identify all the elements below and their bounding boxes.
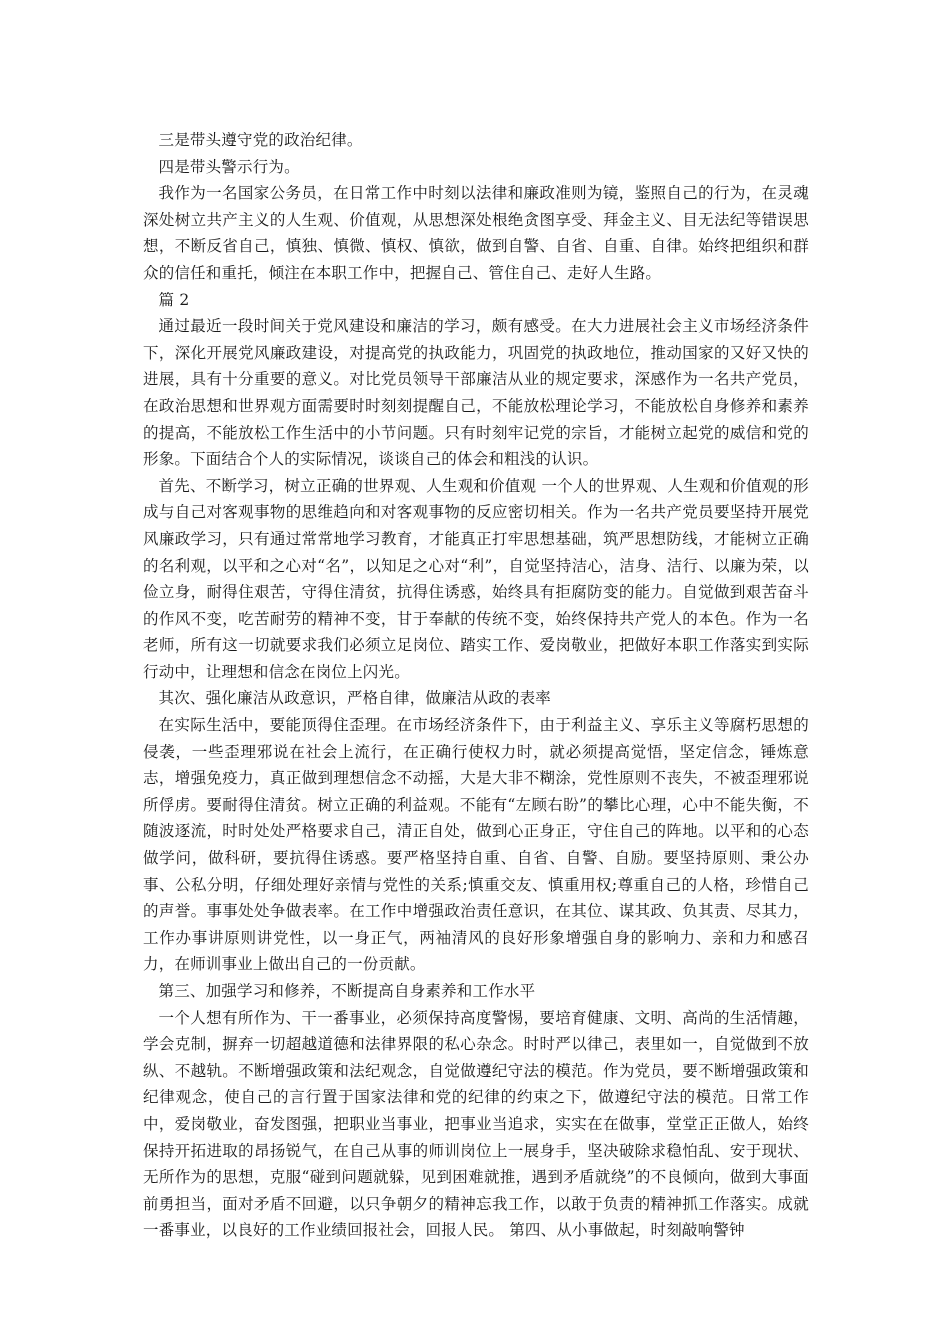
body-paragraph: 通过最近一段时间关于党风建设和廉洁的学习，颇有感受。在大力进展社会主义市场经济条件下，深化开展党风廉政建设，对提高党的执政能力，巩固党的执政地位，推动国家的又好又快的进展，具有十分重要的意义。对比党员领导干部廉洁从业的规定要求，深感作为一名共产党员，在政治思想和世界观方面需要时时刻刻提醒自己，不能放松理论学习，不能放松自身修养和素养的提高，不能放松工作生活中的小节问题。只有时刻牢记党的宗旨，才能树立起党的威信和党的形象。下面结合个人的实际情况，谈谈自己的体会和粗浅的认识。 — [143, 317, 809, 469]
section-line: 三是带头遵守党的政治纪律。 — [158, 131, 363, 149]
document-body — [143, 127, 809, 1244]
body-paragraph: 首先、不断学习，树立正确的世界观、人生观和价值观 一个人的世界观、人生观和价值观的形成与自己对客观事物的思维趋向和对客观事物的反应密切相关。作为一名共产党员要坚持开展党风廉政学习，只有通过常常地学习教育，才能真正打牢思想基础，筑严思想防线，才能树立正确的名利观，以平和之心对“名”，以知足之心对“利”，自觉坚持洁心，洁身、洁行、以廉为荣，以俭立身，耐得住艰苦，守得住清贫，抗得住诱惑，始终具有拒腐防变的能力。自觉做到艰苦奋斗的作风不变，吃苦耐劳的精神不变，甘于奉献的传统不变，始终保持共产党人的本色。作为一名老师，所有这一切就要求我们必须立足岗位、踏实工作、爱岗敬业，把做好本职工作落实到实际行动中，让理想和信念在岗位上闪光。 — [143, 476, 809, 681]
section-line: 四是带头警示行为。 — [158, 157, 300, 176]
body-paragraph: 一个人想有所作为、干一番事业，必须保持高度警惕，要培育健康、文明、高尚的生活情趣，学会克制，摒弃一切超越道德和法律界限的私心杂念。时时严以律己，表里如一，自觉做到不放纵、不越轨。不断增强政策和法纪观念，自觉做遵纪守法的模范。作为党员，要不断增强政策和纪律观念，使自己的言行置于国家法律和党的纪律的约束之下，做遵纪守法的模范。日常工作中，爱岗敬业，奋发图强，把职业当事业，把事业当追求，实实在在做事，堂堂正正做人，始终保持开拓进取的昂扬锐气，在自己从事的师训岗位上一展身手，坚决破除求稳怕乱、安于现状、无所作为的思想，克服“碰到问题就躲，见到困难就推，遇到矛盾就绕”的不良倾向，做到大事面前勇担当，面对矛盾不回避，以只争朝夕的精神忘我工作，以敢于负责的精神抓工作落实。成就一番事业，以良好的工作业绩回报社会，回报人民。 第四、从小事做起，时刻敲响警钟 — [143, 1008, 809, 1240]
body-paragraph: 我作为一名国家公务员，在日常工作中时刻以法律和廉政准则为镜，鉴照自己的行为，在灵魂深处树立共产主义的人生观、价值观，从思想深处根绝贪图享受、拜金主义、目无法纪等错误思想，不断反省自己，慎独、慎微、慎权、慎欲，做到自警、自省、自重、自律。始终把组织和群众的信任和重托，倾注在本职工作中，把握自己、管住自己、走好人生路。 — [143, 184, 809, 282]
section-heading: 其次、强化廉洁从政意识，严格自律，做廉洁从政的表率 — [158, 689, 552, 708]
body-paragraph: 在实际生活中，要能顶得住歪理。在市场经济条件下，由于利益主义、享乐主义等腐朽思想的侵袭，一些歪理邪说在社会上流行，在正确行使权力时，就必须提高觉悟，坚定信念，锤炼意志，增强免疫力，真正做到理想信念不动摇，大是大非不糊涂，党性原则不丧失，不被歪理邪说所俘虏。要耐得住清贫。树立正确的利益观。不能有“左顾右盼”的攀比心理，心中不能失衡，不随波逐流，时时处处严格要求自己，清正自处，做到心正身正，守住自己的阵地。以平和的心态做学问，做科研，要抗得住诱惑。要严格坚持自重、自省、自警、自励。要坚持原则、秉公办事、公私分明，仔细处理好亲情与党性的关系;慎重交友、慎重用权;尊重自己的人格，珍惜自己的声誉。事事处处争做表率。在工作中增强政治责任意识，在其位、谋其政、负其责、尽其力，工作办事讲原则讲党性，以一身正气，两袖清风的良好形象增强自身的影响力、亲和力和感召力，在师训事业上做出自己的一份贡献。 — [143, 716, 809, 974]
chapter-title: 篇 2 — [158, 290, 190, 309]
section-heading: 第三、加强学习和修养，不断提高自身素养和工作水平 — [158, 982, 536, 1000]
